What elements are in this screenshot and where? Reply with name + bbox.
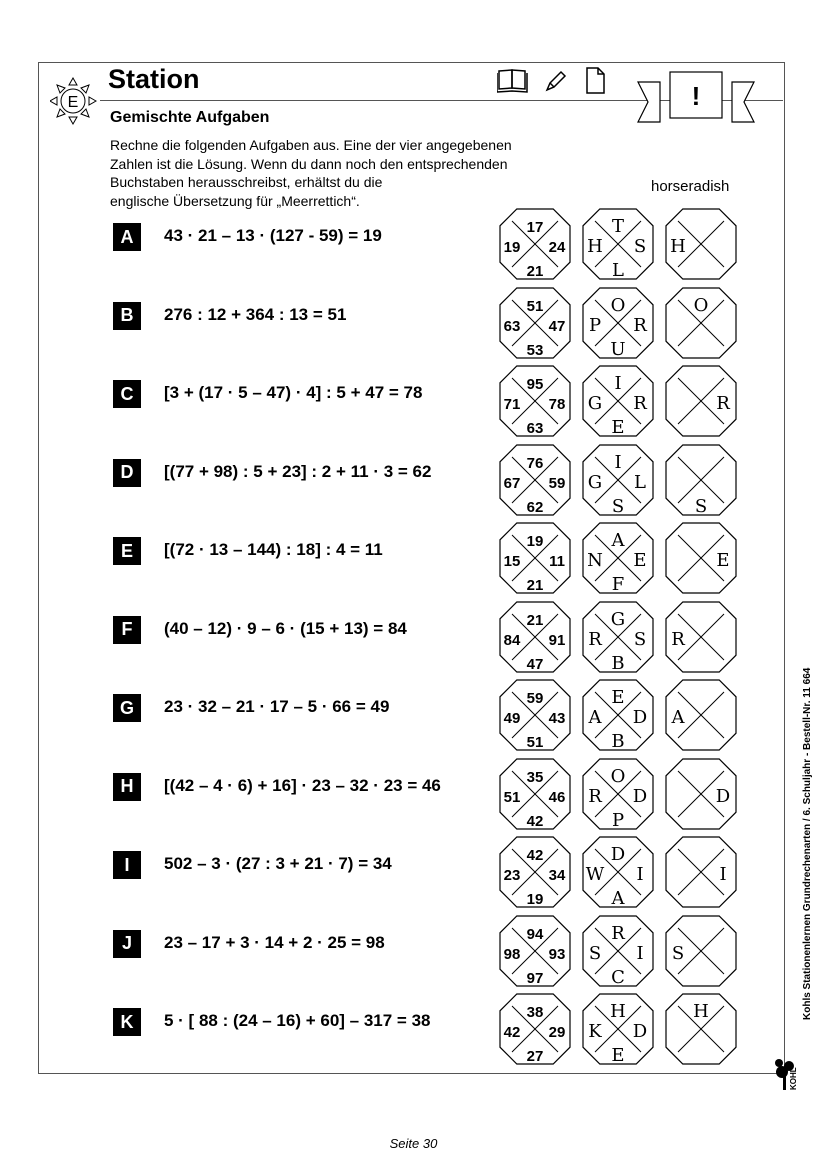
- sun-badge-icon: [50, 76, 100, 126]
- answer-letter-right: I: [719, 864, 727, 885]
- option-number-right: 34: [548, 867, 566, 884]
- option-number-left: 42: [503, 1024, 521, 1041]
- task-row: [0, 677, 827, 753]
- option-letter-right: R: [633, 314, 647, 336]
- option-number-top: 76: [526, 454, 544, 472]
- task-expression: [(42 – 4 · 6) + 16] · 23 – 32 · 23 = 46: [164, 775, 441, 795]
- answer-octagon: [663, 520, 739, 596]
- answer-octagon: [663, 599, 739, 675]
- banner-mark: !: [691, 81, 701, 111]
- letter-octagon: [580, 363, 656, 439]
- instructions: [110, 136, 630, 210]
- answer-octagon: [663, 206, 739, 282]
- option-number-top: 94: [526, 925, 544, 943]
- option-letter-left: S: [588, 942, 602, 964]
- ribbon-banner-icon: [636, 70, 756, 128]
- option-number-left: 84: [503, 631, 521, 649]
- option-number-bottom: 42: [526, 812, 544, 830]
- letter-octagon: [580, 991, 656, 1067]
- letter-octagon: [580, 677, 656, 753]
- answer-octagon: [663, 285, 739, 361]
- task-expression: [(72 · 13 – 144) : 18] : 4 = 11: [164, 540, 383, 559]
- answer-octagon: [663, 363, 739, 439]
- number-octagon: [497, 834, 573, 910]
- number-octagon: [497, 991, 573, 1067]
- task-row: [0, 206, 827, 282]
- page-number: Seite 30: [389, 1136, 438, 1151]
- option-number-right: 47: [548, 317, 566, 335]
- option-letter-bottom: A: [611, 888, 625, 909]
- option-letter-right: I: [636, 864, 644, 885]
- option-letter-bottom: C: [611, 966, 625, 988]
- option-number-bottom: 62: [526, 498, 544, 516]
- letter-octagon: [580, 756, 656, 832]
- option-number-left: 67: [503, 474, 521, 492]
- answer-octagon: [663, 442, 739, 518]
- letter-octagon: [580, 834, 656, 910]
- option-number-top: 21: [526, 611, 544, 629]
- answer-octagon: [663, 991, 739, 1067]
- task-expression: 502 – 3 · (27 : 3 + 21 · 7) = 34: [164, 854, 392, 873]
- hint-word: horseradish: [651, 178, 730, 195]
- option-letter-left: G: [587, 393, 603, 414]
- number-octagon: [497, 599, 573, 675]
- option-number-right: 91: [548, 631, 566, 649]
- option-letter-right: D: [632, 785, 648, 807]
- option-letter-bottom: S: [611, 495, 625, 517]
- number-octagon: [497, 677, 573, 753]
- task-letter-badge: I: [113, 851, 141, 879]
- option-number-top: 95: [526, 376, 544, 393]
- option-number-left: 98: [503, 945, 521, 963]
- option-number-left: 19: [503, 239, 521, 256]
- letter-octagon: [580, 520, 656, 596]
- answer-letter-top: O: [693, 294, 709, 316]
- option-number-bottom: 27: [526, 1048, 544, 1065]
- option-letter-left: P: [588, 314, 602, 336]
- instruction-line: Zahlen ist die Lösung. Wenn du dann noch den entsprechenden: [110, 155, 508, 172]
- task-expression: 43 · 21 – 13 · (127 - 59) = 19: [164, 226, 382, 245]
- option-letter-bottom: E: [611, 417, 625, 438]
- task-expression: 5 · [ 88 : (24 – 16) + 60] – 317 = 38: [164, 1011, 431, 1030]
- task-letter-badge: H: [113, 773, 141, 801]
- publisher-logo: [773, 1046, 811, 1096]
- task-row: [0, 363, 827, 439]
- option-letter-top: O: [610, 294, 626, 316]
- option-letter-left: G: [587, 471, 603, 493]
- option-letter-right: R: [633, 393, 647, 414]
- number-octagon: [497, 442, 573, 518]
- letter-octagon: [580, 442, 656, 518]
- option-number-bottom: 97: [526, 969, 544, 987]
- answer-letter-right: R: [716, 393, 730, 414]
- option-number-top: 59: [526, 690, 544, 707]
- number-octagon: [497, 285, 573, 361]
- answer-letter-left: H: [670, 236, 686, 257]
- answer-letter-left: R: [671, 628, 685, 650]
- option-letter-top: I: [614, 373, 622, 394]
- option-letter-bottom: P: [611, 809, 625, 831]
- answer-letter-bottom: S: [694, 495, 708, 517]
- answer-octagon: [663, 913, 739, 989]
- book-icon: [497, 70, 527, 92]
- option-number-top: 38: [526, 1004, 544, 1021]
- option-letter-top: T: [611, 216, 625, 237]
- letter-octagon: [580, 285, 656, 361]
- task-row: [0, 834, 827, 910]
- task-row: [0, 913, 827, 989]
- option-number-right: 59: [548, 474, 566, 492]
- option-number-right: 43: [548, 710, 566, 727]
- task-letter-badge: F: [113, 616, 141, 644]
- option-number-left: 49: [503, 710, 521, 727]
- option-letter-bottom: E: [611, 1045, 625, 1066]
- option-number-top: 17: [526, 219, 544, 236]
- answer-letter-left: S: [671, 942, 685, 964]
- option-letter-left: W: [585, 864, 605, 885]
- number-octagon: [497, 756, 573, 832]
- option-number-top: 42: [526, 847, 544, 864]
- option-number-right: 93: [548, 945, 566, 963]
- task-row: [0, 599, 827, 675]
- option-letter-right: S: [633, 236, 647, 257]
- instruction-line: Rechne die folgenden Aufgaben aus. Eine der vier angegebenen: [110, 137, 512, 153]
- option-letter-top: E: [611, 687, 625, 708]
- answer-octagon: [663, 834, 739, 910]
- option-letter-bottom: L: [612, 260, 624, 281]
- number-octagon: [497, 363, 573, 439]
- letter-octagon: [580, 599, 656, 675]
- option-number-right: 29: [548, 1024, 566, 1041]
- task-letter-badge: A: [113, 223, 141, 251]
- answer-letter-top: H: [693, 1001, 709, 1022]
- option-number-bottom: 21: [526, 577, 544, 594]
- option-letter-left: R: [588, 785, 602, 807]
- option-letter-right: D: [632, 1021, 648, 1042]
- number-octagon: [497, 520, 573, 596]
- task-letter-badge: C: [113, 380, 141, 408]
- pencil-icon: [547, 72, 565, 90]
- option-letter-left: K: [588, 1021, 602, 1042]
- option-number-bottom: 19: [526, 891, 544, 908]
- option-number-top: 35: [526, 768, 544, 786]
- task-letter-badge: E: [113, 537, 141, 565]
- option-number-right: 24: [548, 239, 566, 256]
- task-row: [0, 520, 827, 596]
- task-letter-badge: B: [113, 302, 141, 330]
- task-expression: (40 – 12) · 9 – 6 · (15 + 13) = 84: [164, 618, 407, 638]
- task-expression: 23 · 32 – 21 · 17 – 5 · 66 = 49: [164, 697, 390, 716]
- option-letter-top: D: [610, 844, 626, 865]
- option-letter-bottom: U: [610, 338, 626, 360]
- option-number-left: 23: [503, 867, 521, 884]
- answer-letter-right: D: [715, 785, 731, 807]
- document-icon: [587, 68, 604, 93]
- task-expression: 276 : 12 + 364 : 13 = 51: [164, 304, 347, 324]
- option-letter-bottom: F: [611, 574, 625, 595]
- publisher-name: KOHL: [789, 1067, 798, 1090]
- option-number-left: 51: [503, 788, 521, 806]
- option-number-top: 51: [526, 297, 544, 315]
- task-expression: 23 – 17 + 3 · 14 + 2 · 25 = 98: [164, 932, 385, 952]
- letter-octagon: [580, 206, 656, 282]
- station-letter: E: [67, 94, 79, 111]
- sidebar-publication-info: Kohls Stationenlernen Grundrechenarten / 6. Schuljahr - Bestell-Nr. 11 664: [802, 667, 813, 1020]
- page-title: Station: [108, 64, 200, 94]
- task-letter-badge: D: [113, 459, 141, 487]
- task-row: [0, 991, 827, 1067]
- option-number-left: 63: [503, 317, 521, 335]
- header-icons: [497, 66, 609, 96]
- option-letter-right: S: [633, 628, 647, 650]
- instruction-line: englische Übersetzung für „Meerrettich“.: [110, 192, 360, 209]
- option-letter-right: D: [632, 707, 648, 728]
- task-letter-badge: G: [113, 694, 141, 722]
- option-number-right: 11: [549, 553, 565, 570]
- task-letter-badge: K: [113, 1008, 141, 1036]
- option-letter-left: A: [588, 707, 602, 728]
- task-expression: [(77 + 98) : 5 + 23] : 2 + 11 · 3 = 62: [164, 461, 432, 481]
- option-number-left: 15: [503, 553, 521, 570]
- option-letter-right: I: [636, 942, 644, 964]
- task-row: [0, 756, 827, 832]
- option-letter-top: R: [611, 922, 625, 944]
- option-letter-left: H: [587, 236, 603, 257]
- option-letter-top: A: [611, 530, 625, 551]
- number-octagon: [497, 913, 573, 989]
- instruction-line: Buchstaben herausschreibst, erhältst du die: [110, 174, 383, 190]
- option-number-bottom: 53: [526, 341, 544, 359]
- option-letter-top: I: [614, 451, 622, 473]
- task-expression: [3 + (17 · 5 – 47) · 4] : 5 + 47 = 78: [164, 383, 423, 402]
- option-letter-left: N: [587, 550, 603, 571]
- option-number-bottom: 47: [526, 655, 544, 673]
- task-letter-badge: J: [113, 930, 141, 958]
- answer-octagon: [663, 677, 739, 753]
- option-number-left: 71: [503, 396, 521, 413]
- option-letter-bottom: B: [611, 731, 625, 752]
- section-subtitle: Gemischte Aufgaben: [110, 109, 270, 126]
- letter-octagon: [580, 913, 656, 989]
- task-row: [0, 442, 827, 518]
- option-letter-right: E: [633, 550, 647, 571]
- answer-letter-right: E: [716, 550, 730, 571]
- answer-letter-left: A: [671, 707, 685, 728]
- option-number-bottom: 51: [526, 734, 544, 751]
- option-number-top: 19: [526, 533, 544, 550]
- number-octagon: [497, 206, 573, 282]
- option-letter-top: H: [610, 1001, 626, 1022]
- option-letter-top: O: [610, 765, 626, 787]
- option-letter-bottom: B: [611, 652, 625, 674]
- option-letter-right: L: [634, 471, 646, 493]
- option-letter-top: G: [610, 608, 626, 630]
- option-number-bottom: 63: [526, 420, 544, 437]
- option-number-right: 78: [548, 396, 566, 413]
- task-row: [0, 285, 827, 361]
- option-number-bottom: 21: [526, 263, 544, 280]
- option-number-right: 46: [548, 788, 566, 806]
- option-letter-left: R: [588, 628, 602, 650]
- answer-octagon: [663, 756, 739, 832]
